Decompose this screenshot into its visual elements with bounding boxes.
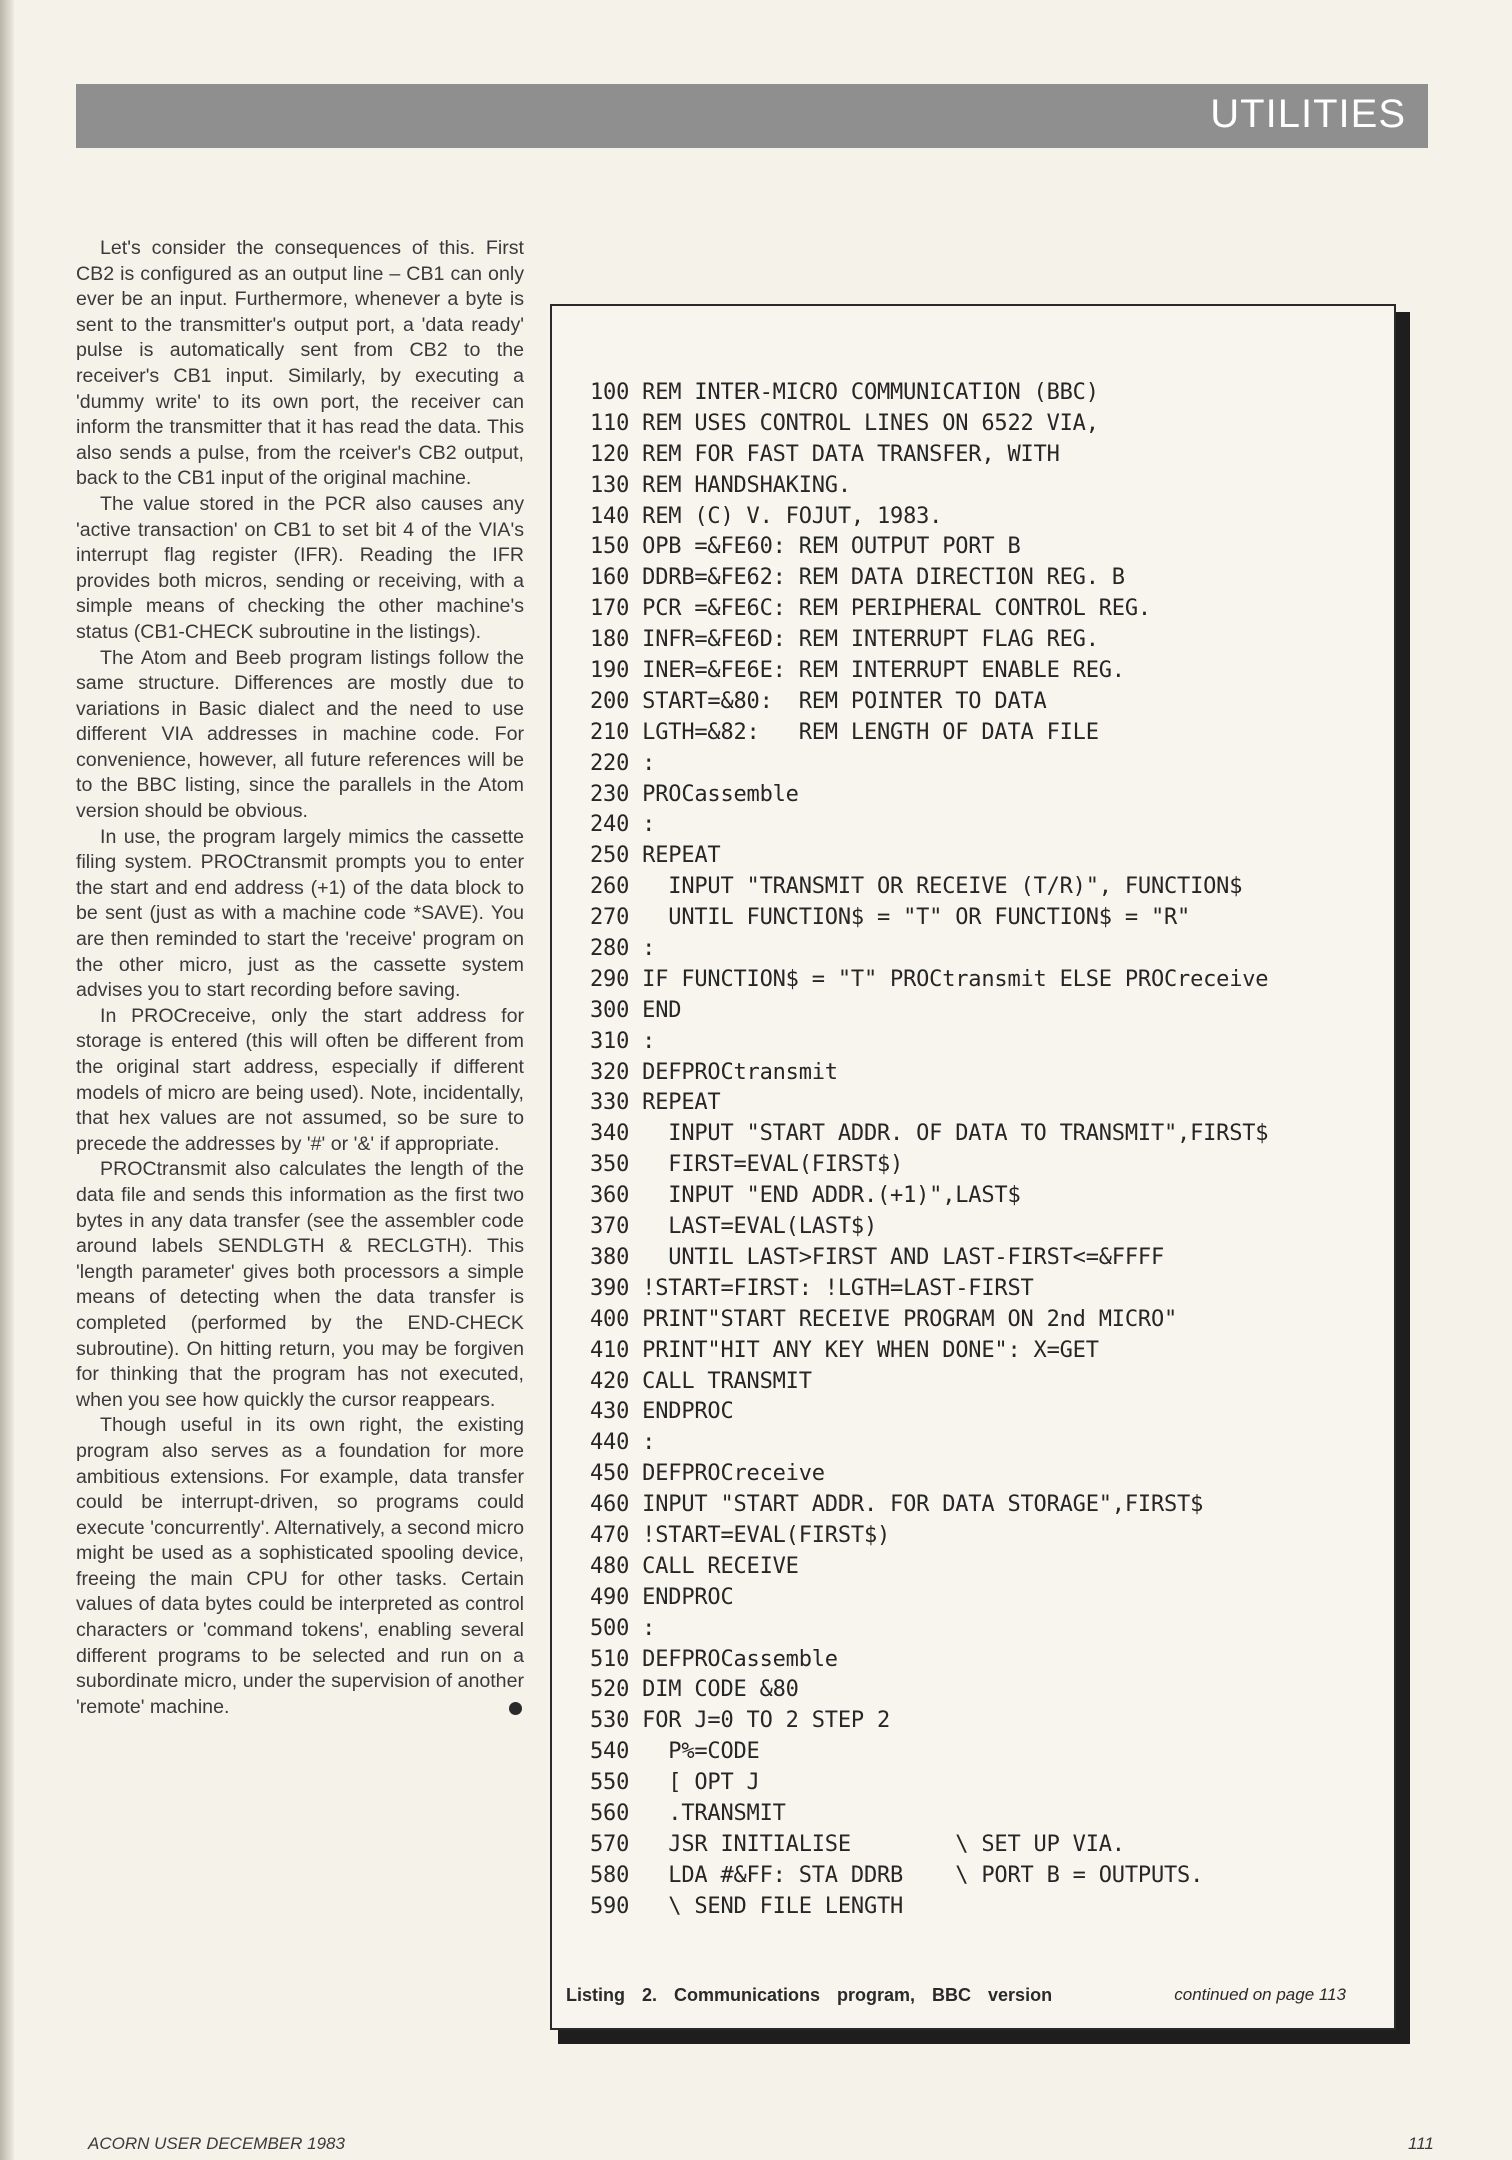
code-line: 300 END bbox=[590, 997, 682, 1023]
code-line: 570 JSR INITIALISE \ SET UP VIA. bbox=[590, 1831, 1125, 1857]
code-line: 280 : bbox=[590, 936, 656, 962]
code-listing bbox=[590, 378, 1390, 1923]
end-of-article-bullet-icon bbox=[509, 1702, 522, 1715]
code-line: 130 REM HANDSHAKING. bbox=[590, 472, 851, 498]
article-paragraph: The value stored in the PCR also causes any 'active transaction' on CB1 to set bit 4 of the VIA's interrupt flag register (IFR). Reading the IFR provides both micros, sending or receiving, with a simple means of checking the other machine's status (CB1-CHECK subroutine in the listings). bbox=[76, 492, 524, 643]
code-line: 370 LAST=EVAL(LAST$) bbox=[590, 1214, 877, 1240]
code-line: 170 PCR =&FE6C: REM PERIPHERAL CONTROL REG. bbox=[590, 596, 1151, 622]
section-title: UTILITIES bbox=[1210, 92, 1406, 136]
article-body bbox=[76, 236, 524, 1720]
code-line: 430 ENDPROC bbox=[590, 1399, 734, 1425]
code-line: 140 REM (C) V. FOJUT, 1983. bbox=[590, 503, 943, 529]
code-line: 150 OPB =&FE60: REM OUTPUT PORT B bbox=[590, 534, 1021, 560]
code-line: 540 P%=CODE bbox=[590, 1739, 760, 1765]
article-paragraph-last bbox=[76, 1413, 524, 1720]
code-line: 180 INFR=&FE6D: REM INTERRUPT FLAG REG. bbox=[590, 627, 1099, 653]
code-line: 460 INPUT "START ADDR. FOR DATA STORAGE",FIRST$ bbox=[590, 1492, 1204, 1518]
footer-page-number: 111 bbox=[1408, 2134, 1434, 2153]
code-line: 480 CALL RECEIVE bbox=[590, 1553, 799, 1579]
article-paragraph: Let's consider the consequences of this. First CB2 is configured as an output line – CB1 can only ever be an input. Furthermore, whenever a byte is sent to the transmitter's output port, a 'data ready' pulse is automatically sent from CB2 to the receiver's CB1 input. Similarly, by executing a 'dummy write' to its own port, the receiver can inform the transmitter that it has read the data. This also sends a pulse, from the rceiver's CB2 output, back to the CB1 input of the original machine. bbox=[76, 237, 524, 490]
code-line: 440 : bbox=[590, 1430, 656, 1456]
code-line: 210 LGTH=&82: REM LENGTH OF DATA FILE bbox=[590, 719, 1099, 745]
code-line: 510 DEFPROCassemble bbox=[590, 1646, 838, 1672]
code-line: 470 !START=EVAL(FIRST$) bbox=[590, 1522, 891, 1548]
code-line: 500 : bbox=[590, 1615, 656, 1641]
code-line: 200 START=&80: REM POINTER TO DATA bbox=[590, 688, 1047, 714]
code-line: 230 PROCassemble bbox=[590, 781, 799, 807]
code-line: 360 INPUT "END ADDR.(+1)",LAST$ bbox=[590, 1183, 1021, 1209]
article-paragraph: In use, the program largely mimics the cassette filing system. PROCtransmit prompts you to enter the start and end address (+1) of the data block to be sent (just as with a machine code *SAVE). You are then reminded to start the 'receive' program on the other micro, just as the cassette system advises you to start recording before saving. bbox=[76, 825, 524, 1002]
code-listing-box bbox=[550, 304, 1396, 2030]
code-line: 100 REM INTER-MICRO COMMUNICATION (BBC) bbox=[590, 380, 1099, 405]
code-line: 590 \ SEND FILE LENGTH bbox=[590, 1893, 904, 1919]
code-line: 260 INPUT "TRANSMIT OR RECEIVE (T/R)", FUNCTION$ bbox=[590, 874, 1243, 900]
code-line: 550 [ OPT J bbox=[590, 1770, 760, 1796]
listing-caption-row bbox=[566, 1985, 1386, 2006]
code-line: 270 UNTIL FUNCTION$ = "T" OR FUNCTION$ = "R" bbox=[590, 905, 1191, 931]
code-line: 520 DIM CODE &80 bbox=[590, 1677, 799, 1703]
code-line: 410 PRINT"HIT ANY KEY WHEN DONE": X=GET bbox=[590, 1337, 1099, 1363]
code-line: 120 REM FOR FAST DATA TRANSFER, WITH bbox=[590, 441, 1060, 467]
article-paragraph: PROCtransmit also calculates the length of the data file and sends this information as the first two bytes in any data transfer (see the assembler code around labels SENDLGTH & RECLGTH). This 'length parameter' gives both processors a simple means of detecting when the data transfer is completed (performed by the END-CHECK subroutine). On hitting return, you may be forgiven for thinking that the program has not executed, when you see how quickly the cursor reappears. bbox=[76, 1158, 524, 1411]
article-paragraph-text: Though useful in its own right, the existing program also serves as a foundation for more ambitious extensions. For example, data transfer could be interrupt-driven, so programs could execute 'concurrently'. Alternatively, a second micro might be used as a sophisticated spooling device, freeing the main CPU for other tasks. Certain values of data bytes could be interpreted as control characters or 'command tokens', enabling several different programs to be selected and run on a subordinate micro, under the supervision of another 'remote' machine. bbox=[76, 1414, 524, 1718]
code-line: 450 DEFPROCreceive bbox=[590, 1461, 825, 1487]
code-line: 350 FIRST=EVAL(FIRST$) bbox=[590, 1152, 904, 1178]
code-line: 190 INER=&FE6E: REM INTERRUPT ENABLE REG. bbox=[590, 658, 1125, 684]
code-line: 380 UNTIL LAST>FIRST AND LAST-FIRST<=&FFFF bbox=[590, 1244, 1164, 1270]
code-line: 340 INPUT "START ADDR. OF DATA TO TRANSMIT",FIRST$ bbox=[590, 1121, 1269, 1147]
page-edge-shadow bbox=[0, 0, 14, 2160]
code-line: 400 PRINT"START RECEIVE PROGRAM ON 2nd MICRO" bbox=[590, 1306, 1178, 1332]
code-line: 390 !START=FIRST: !LGTH=LAST-FIRST bbox=[590, 1275, 1034, 1301]
code-line: 220 : bbox=[590, 750, 656, 776]
article-paragraph: The Atom and Beeb program listings follow the same structure. Differences are mostly due to variations in Basic dialect and the need to use different VIA addresses in machine code. For convenience, however, all future references will be to the BBC listing, since the parallels in the Atom version should be obvious. bbox=[76, 646, 524, 823]
code-line: 580 LDA #&FF: STA DDRB \ PORT B = OUTPUTS. bbox=[590, 1862, 1204, 1888]
code-line: 330 REPEAT bbox=[590, 1090, 721, 1116]
code-line: 110 REM USES CONTROL LINES ON 6522 VIA, bbox=[590, 410, 1099, 436]
code-line: 290 IF FUNCTION$ = "T" PROCtransmit ELSE PROCreceive bbox=[590, 966, 1269, 992]
code-line: 160 DDRB=&FE62: REM DATA DIRECTION REG. B bbox=[590, 565, 1125, 591]
code-line: 240 : bbox=[590, 812, 656, 838]
code-line: 320 DEFPROCtransmit bbox=[590, 1059, 838, 1085]
code-line: 530 FOR J=0 TO 2 STEP 2 bbox=[590, 1708, 891, 1734]
code-line: 560 .TRANSMIT bbox=[590, 1800, 786, 1826]
continued-note: continued on page 113 bbox=[1174, 1985, 1346, 2004]
listing-caption: Listing 2. Communications program, BBC version bbox=[566, 1985, 1053, 2005]
footer-publication: ACORN USER DECEMBER 1983 bbox=[88, 2134, 345, 2153]
article-paragraph: In PROCreceive, only the start address for storage is entered (this will often be different from the original start address, especially if different models of micro are being used). Note, incidentally, that hex values are not assumed, so be sure to precede the addresses by '#' or '&' if appropriate. bbox=[76, 1004, 524, 1155]
code-line: 490 ENDPROC bbox=[590, 1584, 734, 1610]
code-line: 250 REPEAT bbox=[590, 843, 721, 869]
section-header-bar bbox=[76, 84, 1428, 148]
code-line: 310 : bbox=[590, 1028, 656, 1054]
code-line: 420 CALL TRANSMIT bbox=[590, 1368, 812, 1394]
